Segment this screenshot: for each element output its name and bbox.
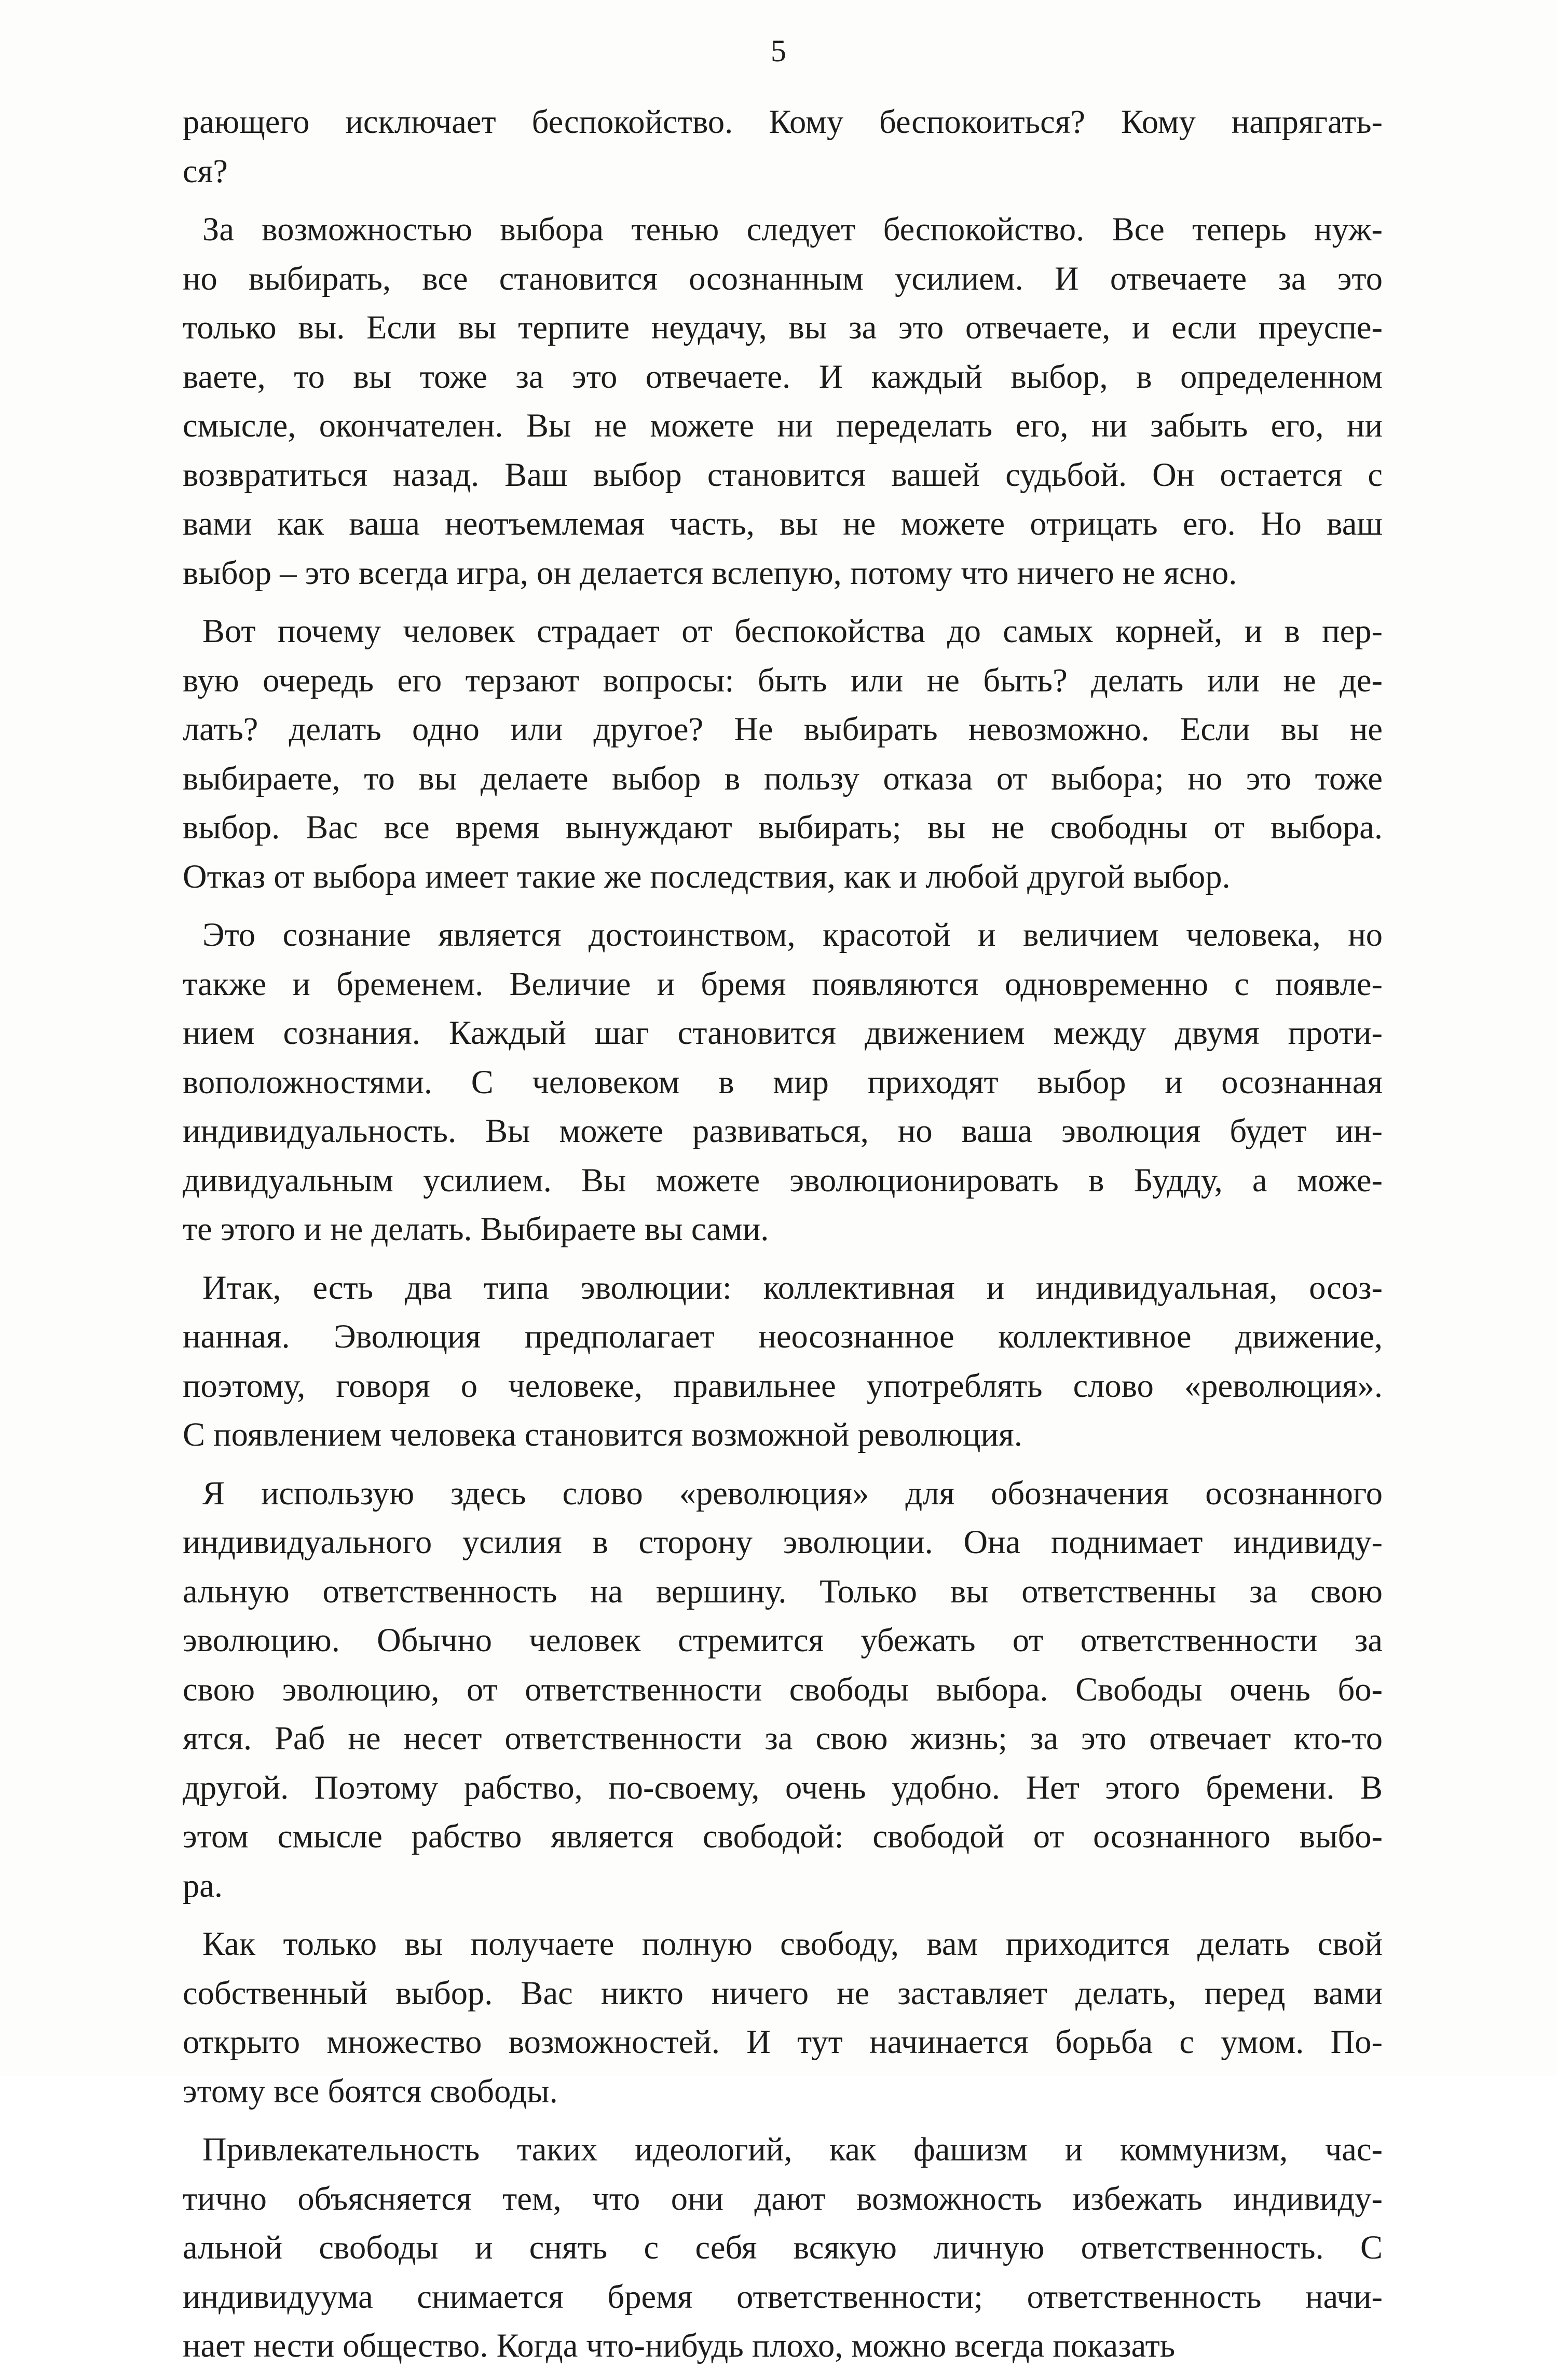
text-line: выбор. Вас все время вынуждают выбирать; вы не свободны от выбора. xyxy=(183,809,1383,846)
text-line: Как только вы получаете полную свободу, вам приходится делать свой xyxy=(202,1925,1383,1962)
text-line: альную ответственность на вершину. Только вы ответственны за свою xyxy=(183,1572,1383,1610)
text-line: вами как ваша неотъемлемая часть, вы не можете отрицать его. Но ваш xyxy=(183,505,1383,542)
text-line: Я использую здесь слово «революция» для обозначения осознанного xyxy=(202,1474,1383,1512)
page-number: 5 xyxy=(771,34,786,68)
text-line: те этого и не делать. Выбираете вы сами. xyxy=(183,1211,769,1247)
text-line: нанная. Эволюция предполагает неосознанное коллективное движение, xyxy=(183,1318,1383,1355)
paragraph xyxy=(183,98,1383,196)
paragraph xyxy=(183,1469,1383,1911)
text-line: Итак, есть два типа эволюции: коллективная и индивидуальная, осоз- xyxy=(202,1269,1383,1306)
text-line: ятся. Раб не несет ответственности за свою жизнь; за это отвечает кто-то xyxy=(183,1720,1383,1757)
text-line: также и бременем. Величие и бремя появляются одновременно с появле- xyxy=(183,965,1383,1002)
text-line: индивидуального усилия в сторону эволюции. Она поднимает индивиду- xyxy=(183,1524,1383,1560)
text-line: воположностями. С человеком в мир приходят выбор и осознанная xyxy=(183,1063,1383,1100)
text-line: ра. xyxy=(183,1867,223,1904)
text-line: Вот почему человек страдает от беспокойства до самых корней, и в пер- xyxy=(202,613,1383,649)
text-line: нием сознания. Каждый шаг становится движением между двумя проти- xyxy=(183,1014,1383,1051)
paragraph xyxy=(183,607,1383,901)
text-line: только вы. Если вы терпите неудачу, вы за это отвечаете, и если преуспе- xyxy=(183,309,1383,346)
body-text xyxy=(183,98,1383,2380)
text-line: этому все боятся свободы. xyxy=(183,2072,558,2110)
text-line: дивидуальным усилием. Вы можете эволюционировать в Будду, а може- xyxy=(183,1161,1383,1199)
paragraph xyxy=(183,1920,1383,2116)
text-line: За возможностью выбора тенью следует беспокойство. Все теперь нуж- xyxy=(202,211,1383,248)
text-line: Это сознание является достоинством, красотой и величием человека, но xyxy=(202,916,1383,953)
text-line: поэтому, говоря о человеке, правильнее употреблять слово «революция». xyxy=(183,1367,1383,1404)
paragraph xyxy=(183,1263,1383,1460)
text-line: тично объясняется тем, что они дают возможность избежать индивиду- xyxy=(183,2180,1383,2217)
text-line: нает нести общество. Когда что-нибудь плохо, можно всегда показать xyxy=(183,2327,1176,2364)
text-line: другой. Поэтому рабство, по-своему, очень удобно. Нет этого бремени. В xyxy=(183,1769,1383,1806)
text-line: свою эволюцию, от ответственности свободы выбора. Свободы очень бо- xyxy=(183,1670,1383,1708)
text-line: собственный выбор. Вас никто ничего не заставляет делать, перед вами xyxy=(183,1974,1383,2011)
text-line: ся? xyxy=(183,152,228,189)
text-line: рающего исключает беспокойство. Кому беспокоиться? Кому напрягать- xyxy=(183,103,1383,140)
text-line: альной свободы и снять с себя всякую личную ответственность. С xyxy=(183,2229,1383,2266)
text-line: вую очередь его терзают вопросы: быть или не быть? делать или не де- xyxy=(183,661,1383,699)
text-line: эволюцию. Обычно человек стремится убежать от ответственности за xyxy=(183,1622,1383,1658)
text-line: ваете, то вы тоже за это отвечаете. И каждый выбор, в определенном xyxy=(183,358,1383,395)
paragraph xyxy=(183,2125,1383,2371)
text-line: смысле, окончателен. Вы не можете ни переделать его, ни забыть его, ни xyxy=(183,407,1383,444)
text-line: лать? делать одно или другое? Не выбирать невозможно. Если вы не xyxy=(183,711,1383,747)
text-line: этом смысле рабство является свободой: свободой от осознанного выбо- xyxy=(183,1818,1383,1855)
text-line: индивидуума снимается бремя ответственности; ответственность начи- xyxy=(183,2278,1383,2315)
text-line: С появлением человека становится возможной революция. xyxy=(183,1416,1022,1453)
paragraph xyxy=(183,205,1383,597)
text-line: но выбирать, все становится осознанным усилием. И отвечаете за это xyxy=(183,260,1383,297)
text-line: открыто множество возможностей. И тут начинается борьба с умом. По- xyxy=(183,2023,1383,2060)
text-line: возвратиться назад. Ваш выбор становится вашей судьбой. Он остается с xyxy=(183,456,1383,493)
text-line: Привлекательность таких идеологий, как фашизм и коммунизм, час- xyxy=(202,2131,1383,2168)
paragraph xyxy=(183,910,1383,1254)
text-line: выбор – это всегда игра, он делается вслепую, потому что ничего не ясно. xyxy=(183,554,1237,591)
text-line: Отказ от выбора имеет такие же последствия, как и любой другой выбор. xyxy=(183,858,1231,895)
text-line: выбираете, то вы делаете выбор в пользу отказа от выбора; но это тоже xyxy=(183,759,1383,797)
text-line: индивидуальность. Вы можете развиваться, но ваша эволюция будет ин- xyxy=(183,1112,1383,1149)
